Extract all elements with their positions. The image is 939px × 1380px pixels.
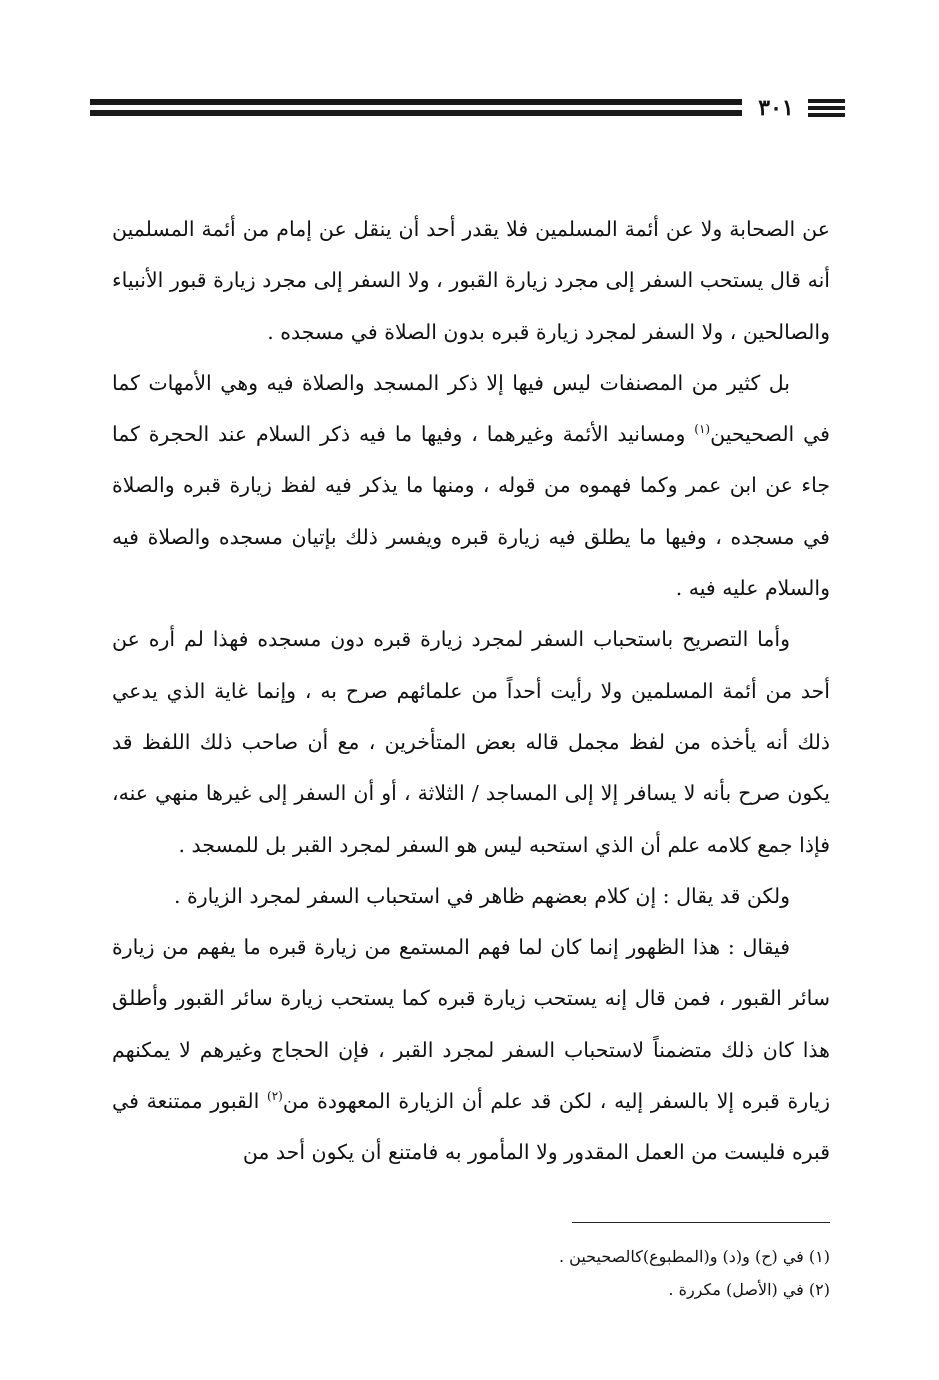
header-mark-line-3: [808, 113, 845, 117]
footnote-ref-1: (١): [694, 422, 711, 437]
header-rule-bottom: [90, 110, 742, 116]
paragraph-2-part-2: ومسانيد الأئمة وغيرهما ، وفيها ما فيه ذكر السلام عند الحجرة كما جاء عن ابن عمر وكما فهموه من قوله ، ومنها ما يذكر فيه لفظ زيارة قبره والصلاة في مسجده ، وفيها ما يطلق فيه زيارة قبره ويفسر ذلك بإتيان مسجده والصلاة فيه والسلام عليه فيه .: [112, 422, 830, 601]
main-text: [112, 204, 830, 1179]
page-number: ٣٠١: [758, 95, 794, 121]
footnotes: [112, 1240, 830, 1306]
page-header: [90, 96, 845, 122]
paragraph-5: [112, 922, 830, 1178]
footnote-1: (١) في (ح) و(د) و(المطبوع)كالصحيحين .: [558, 1247, 830, 1266]
paragraph-2: [112, 358, 830, 614]
paragraph-1: عن الصحابة ولا عن أئمة المسلمين فلا يقدر أحد أن ينقل عن إمام من أئمة المسلمين أنه قال يستحب السفر إلى مجرد زيارة القبور ، ولا السفر إلى مجرد زيارة قبور الأنبياء والصالحين ، ولا السفر لمجرد زيارة قبره بدون الصلاة في مسجده .: [112, 217, 830, 344]
header-mark-line-2: [808, 106, 845, 110]
paragraph-5-part-2: القبور ممتنعة في قبره فليست من العمل المقدور ولا المأمور به فامتنع أن يكون أحد من: [112, 1089, 830, 1165]
paragraph-5-part-1: فيقال : هذا الظهور إنما كان لما فهم المستمع من زيارة قبره ما يفهم من زيارة سائر القبور ، فمن قال إنه يستحب زيارة قبره كما يستحب زيارة سائر القبور وأطلق هذا كان ذلك متضمناً لاستحباب السفر لمجرد القبر ، فإن الحجاج وغيرهم لا يمكنهم زيارة قبره إلا بالسفر إليه ، لكن قد علم أن الزيارة المعهودة من: [112, 935, 830, 1114]
footnote-2: (٢) في (الأصل) مكررة .: [668, 1280, 830, 1299]
footnote-separator: [572, 1222, 830, 1223]
paragraph-2-part-1: بل كثير من المصنفات ليس فيها إلا ذكر المسجد والصلاة فيه وهي الأمهات كما في الصحيحين: [112, 370, 830, 447]
header-mark-line-1: [808, 99, 845, 103]
paragraph-4: ولكن قد يقال : إن كلام بعضهم ظاهر في استحباب السفر لمجرد الزيارة .: [173, 883, 790, 908]
header-rule-top: [90, 99, 742, 105]
footnote-ref-2: (٢): [267, 1089, 283, 1104]
paragraph-3: وأما التصريح باستحباب السفر لمجرد زيارة قبره دون مسجده فهذا لم أره عن أحد من أئمة المسلمين ولا رأيت أحداً من علمائهم صرح به ، وإنما غاية الذي يدعي ذلك أنه يأخذه من لفظ مجمل قاله بعض المتأخرين ، مع أن صاحب ذلك اللفظ قد يكون صرح بأنه لا يسافر إلا إلى المساجد / الثلاثة ، أو أن السفر إلى غيرها منهي عنه، فإذا جمع كلامه علم أن الذي استحبه ليس هو السفر لمجرد القبر بل للمسجد .: [112, 627, 830, 857]
